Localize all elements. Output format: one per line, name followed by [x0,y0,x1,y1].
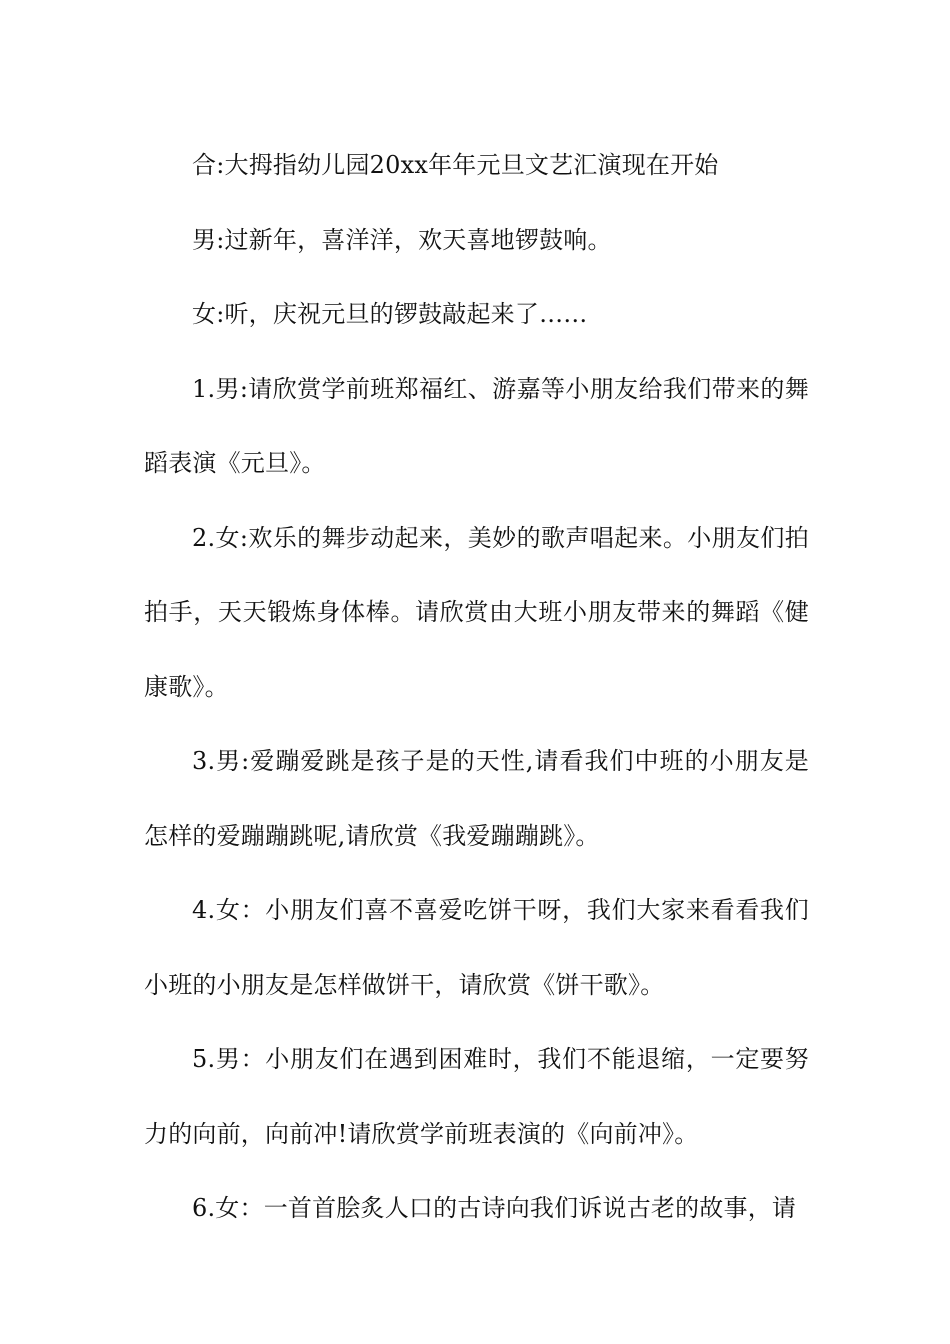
paragraph-item-2: 2.女:欢乐的舞步动起来，美妙的歌声唱起来。小朋友们拍拍手，天天锻炼身体棒。请欣赏由大班小朋友带来的舞蹈《健康歌》。 [144,523,809,701]
paragraph-item-1: 1.男:请欣赏学前班郑福红、游嘉等小朋友给我们带来的舞蹈表演《元旦》。 [144,374,809,477]
paragraph-female-greeting: 女:听，庆祝元旦的锣鼓敲起来了…… [192,300,588,328]
paragraph-male-greeting: 男:过新年，喜洋洋，欢天喜地锣鼓响。 [192,225,612,254]
paragraph-item-5: 5.男：小朋友们在遇到困难时，我们不能退缩，一定要努力的向前，向前冲!请欣赏学前班表演的《向前冲》。 [144,1045,809,1148]
paragraph-opening: 合:大拇指幼儿园20xx年年元旦文艺汇演现在开始 [192,151,719,179]
paragraph-item-6: 6.女：一首首脍炙人口的古诗向我们诉说古老的故事，请 [192,1194,797,1222]
paragraph-item-4: 4.女：小朋友们喜不喜爱吃饼干呀，我们大家来看看我们小班的小朋友是怎样做饼干，请欣赏《饼干歌》。 [144,896,809,999]
paragraph-item-3: 3.男:爱蹦爱跳是孩子是的天性,请看我们中班的小朋友是怎样的爱蹦蹦跳呢,请欣赏《我爱蹦蹦跳》。 [144,747,809,850]
document-body [144,128,809,1246]
